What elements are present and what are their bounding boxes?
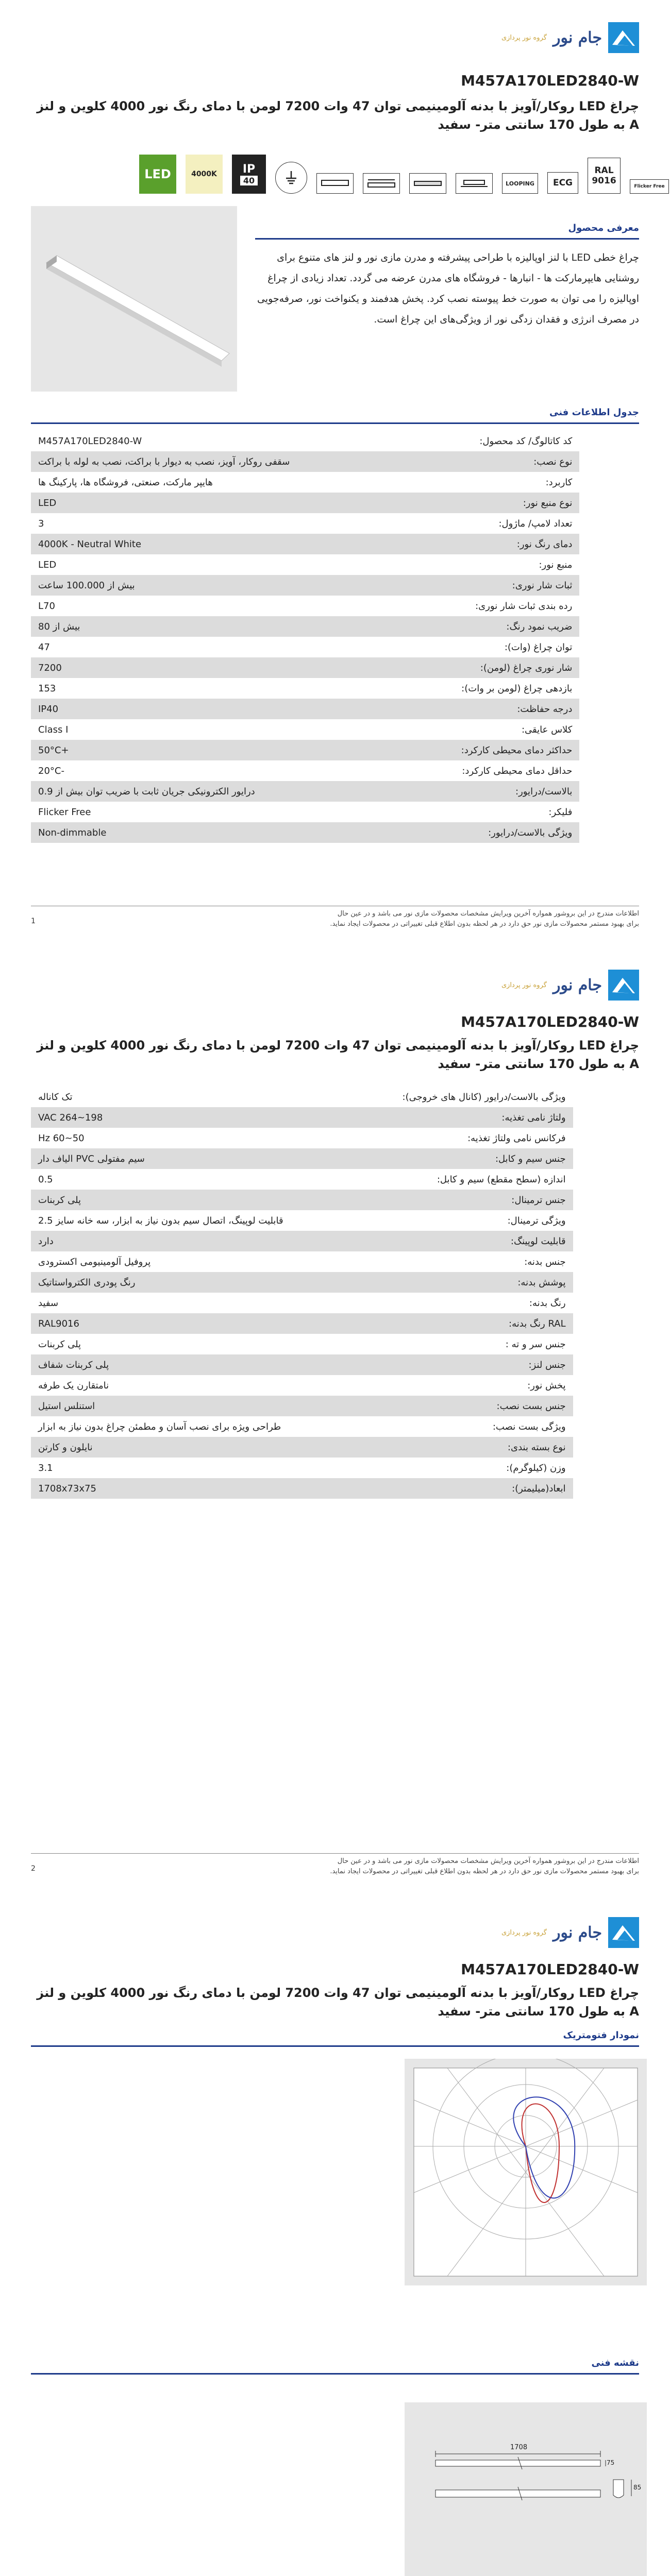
spec-row [31,472,579,493]
spec-value: قابلیت لوپینگ، اتصال سیم بدون نیاز به ابزار، سه خانه سایز 2.5 [38,1215,283,1226]
spec-value: 198~264 VAC [31,1107,291,1128]
spec-label: نوع نصب: [297,451,579,472]
spec-row [31,1107,573,1128]
dimension-heading: نقشه فنی [591,2358,639,2368]
photometric-heading-rule [31,2045,639,2047]
spec-label: فرکانس نامی ولتاژ تغذیه: [467,1132,566,1144]
spec-label: جنس لنز: [291,1354,573,1375]
spec-value: نامتقارن یک طرفه [38,1380,109,1391]
spec-label: قابلیت لوپینگ: [291,1231,573,1251]
spec-row [31,1293,573,1313]
brand-name: جام نور [552,976,602,994]
spec-row [31,554,579,575]
spec-value: سیم مفتولی PVC الیاف دار [31,1148,291,1169]
footer-line-1: اطلاعات مندرج در این بروشور همواره آخرین ویرایش مشخصات محصولات مازی نور می باشد و در عین حال [337,1857,639,1865]
spec-value: تک کاناله [38,1091,73,1103]
spec-row [31,1190,573,1210]
spec-row [31,1313,573,1334]
product-title: چراغ LED روکار/آویز با بدنه آلومینیمی توان 47 وات 7200 لومن با دمای رنگ نور 4000 کلوین و لنز A به طول 170 سانتی متر- سفید [37,1986,639,2019]
flicker-free-badge: Flicker Free [630,179,669,194]
spec-value: -20°C [38,765,64,776]
mount-pipe-icon [456,173,493,194]
spec-label: اندازه (سطح مقطع) سیم و کابل: [437,1174,566,1185]
brand-name: جام نور [552,1923,602,1942]
spec-value: 1708x73x75 [31,1478,291,1499]
page-3 [0,1895,670,2576]
spec-value: IP40 [31,699,297,719]
spec-label: دمای رنگ نور: [297,534,579,554]
spec-value: درایور الکترونیکی جریان ثابت با ضریب توان بیش از 0.9 [31,781,297,802]
brand-tagline: گروه نور پردازی [501,981,547,989]
ip-number: 40 [240,176,258,185]
dimension-heading-rule [31,2373,639,2375]
spec-label: ولتاژ نامی تغذیه: [291,1107,573,1128]
spec-row [31,699,579,719]
spec-label: ویژگی ترمینال: [507,1215,566,1226]
feature-badges [139,155,669,194]
spec-table-2 [31,1087,573,1499]
spec-value: 153 [38,683,56,694]
spec-label: ویژگی بست نصب: [492,1421,566,1432]
spec-row [31,822,579,843]
page-number: 1 [31,917,36,925]
spec-row [31,1478,573,1499]
spec-label: جنس بست نصب: [291,1396,573,1416]
brand-tagline: گروه نور پردازی [501,1928,547,1937]
spec-label: نوع بسته بندی: [291,1437,573,1458]
spec-value: سفید [38,1297,59,1309]
ral-badge [588,158,621,194]
spec-row [31,1272,573,1293]
spec-label: جنس بدنه: [524,1256,566,1267]
spec-row [31,760,579,781]
led-badge: LED [139,155,176,194]
spec-label: کلاس عایقی: [521,724,573,735]
spec-row [31,1231,573,1251]
spec-label: ابعاد(میلیمتر): [291,1478,573,1499]
photometric-diagram [405,2059,647,2285]
ground-icon [275,162,307,194]
spec-row [31,1437,573,1458]
spec-label: شار نوری چراغ (لومن): [297,657,579,678]
spec-value: LED [31,493,297,513]
spec-row [31,802,579,822]
spec-label: توان چراغ (وات): [504,641,573,653]
spec-value: Flicker Free [38,806,91,818]
spec-value: هایپر مارکت، صنعتی، فروشگاه ها، پارکینگ ها [38,477,213,488]
spec-row [31,1169,573,1190]
spec-row [31,493,579,513]
spec-heading-rule [31,422,639,424]
ecg-badge: ECG [547,172,578,194]
spec-row [31,1087,573,1107]
spec-row [31,637,579,657]
spec-row [31,1128,573,1148]
product-title: چراغ LED روکار/آویز با بدنه آلومینیمی توان 47 وات 7200 لومن با دمای رنگ نور 4000 کلوین و لنز A به طول 170 سانتی متر- سفید [37,1038,639,1071]
spec-value: سقفی روکار، آویز، نصب به دیوار با براکت، نصب به لوله با براکت [31,451,297,472]
width-label: 85 [633,2484,642,2491]
brand-header [498,20,639,56]
spec-label: بازدهی چراغ (لومن بر وات): [461,683,573,694]
spec-label: پخش نور: [527,1380,566,1391]
spec-label: منبع نور: [539,559,573,570]
ip-badge [232,155,266,194]
dimension-drawing [405,2402,647,2576]
looping-badge: LOOPING [502,173,538,194]
spec-row [31,616,579,637]
spec-value: پلی کربنات شفاف [31,1354,291,1375]
spec-value: RAL9016 [31,1313,291,1334]
spec-value: 3.1 [38,1462,53,1473]
spec-value: +50°C [31,740,297,760]
spec-value: بیش از 80 [31,616,297,637]
spec-value: دارد [31,1231,291,1251]
spec-row [31,719,579,740]
page-2 [0,947,670,1894]
height-label: 75 [607,2459,615,2466]
spec-value: 50~60 Hz [38,1132,85,1144]
spec-row [31,513,579,534]
spec-row [31,1354,573,1375]
spec-label: جنس سر و ته : [505,1338,566,1350]
spec-label: وزن (کیلوگرم): [506,1462,566,1473]
spec-heading: جدول اطلاعات فنی [549,407,639,418]
ral-number: 9016 [592,176,616,186]
product-code: M457A170LED2840-W [461,72,639,89]
spec-value: پروفیل آلومینیومی اکسترودی [38,1256,151,1267]
brand-tagline: گروه نور پردازی [501,33,547,42]
footer-line-2: برای بهبود مستمر محصولات مازی نور حق دارد در هر لحظه بدون اطلاع قبلی تغییراتی در محصولات ایجاد نماید. [330,1868,639,1875]
footer-line-1: اطلاعات مندرج در این بروشور همواره آخرین ویرایش مشخصات محصولات مازی نور می باشد و در عین حال [337,910,639,918]
spec-label: جنس سیم و کابل: [291,1148,573,1169]
page-number: 2 [31,1865,36,1873]
spec-value: Non-dimmable [31,822,297,843]
spec-label: RAL رنگ بدنه: [291,1313,573,1334]
spec-label: ویژگی بالاست/درایور (کانال های خروجی): [402,1091,566,1103]
product-code: M457A170LED2840-W [461,1961,639,1978]
brand-name: جام نور [552,28,602,47]
ral-label: RAL [594,165,614,176]
spec-value: Class I [38,724,69,735]
spec-label: پوشش بدنه: [291,1272,573,1293]
intro-heading-rule [255,238,639,240]
spec-value: رنگ پودری الکترواستاتیک [31,1272,291,1293]
spec-value: طراحی ویژه برای نصب آسان و مطمئن چراغ بدون نیاز به ابزار [38,1421,281,1432]
spec-row [31,431,579,451]
spec-label: بالاست/درایور: [297,781,579,802]
intro-heading: معرفی محصول [568,223,639,233]
mount-wall-icon [409,173,446,194]
spec-row [31,1375,573,1396]
length-label: 1708 [510,2444,528,2451]
spec-row [31,781,579,802]
spec-row [31,678,579,699]
product-code: M457A170LED2840-W [461,1013,639,1030]
spec-table-1 [31,431,579,843]
spec-value: M457A170LED2840-W [38,435,142,447]
photometric-heading: نمودار فتومتریک [563,2030,639,2041]
spec-row [31,657,579,678]
spec-value: پلی کربنات [31,1190,291,1210]
spec-value: پلی کربنات [38,1338,81,1350]
cct-badge: 4000K [186,155,223,194]
spec-value: 3 [38,518,44,529]
mount-suspended-icon [363,173,400,194]
brand-logo-icon [608,970,639,1001]
spec-row [31,575,579,596]
product-photo [31,206,237,392]
spec-row [31,1251,573,1272]
footer-note [31,1856,639,1877]
spec-row [31,1396,573,1416]
spec-row [31,1416,573,1437]
brand-logo-icon [608,22,639,53]
spec-label: نوع منبع نور: [297,493,579,513]
footer-line-2: برای بهبود مستمر محصولات مازی نور حق دارد در هر لحظه بدون اطلاع قبلی تغییراتی در محصولات ایجاد نماید. [330,920,639,928]
spec-label: جنس ترمینال: [291,1190,573,1210]
spec-label: کاربرد: [545,477,573,488]
spec-label: فلیکر: [548,806,573,818]
spec-label: رنگ بدنه: [529,1297,566,1309]
spec-label: ضریب نمود رنگ: [297,616,579,637]
spec-value: 0.5 [38,1174,53,1185]
footer-note [31,909,639,929]
brand-header [498,1914,639,1951]
mount-surface-icon [316,173,354,194]
spec-value: 4000K - Neutral White [31,534,297,554]
spec-label: ویژگی بالاست/درایور: [297,822,579,843]
spec-value: بیش از 100.000 ساعت [31,575,297,596]
product-title: چراغ LED روکار/آویز با بدنه آلومینیمی توان 47 وات 7200 لومن با دمای رنگ نور 4000 کلوین و لنز A به طول 170 سانتی متر- سفید [37,99,639,132]
spec-row [31,451,579,472]
spec-label: تعداد لامپ/ ماژول: [498,518,573,529]
spec-label: رده بندی ثبات شار نوری: [475,600,573,612]
intro-text: چراغ خطی LED با لنز اوپالیزه با طراحی پیشرفته و مدرن مازی نور و لنز های متنوع برای روشنایی هایپرمارکت ها - انبارها - فروشگاه های مدرن عرضه می گردد. تعداد زیادی از چراغ اوپالیزه را می توان به صورت خط پیوسته نصب کرد. پخش هدفمند و یکنواخت نور، صرفه‌جویی در مصرف انرژی و فقدان زدگی نور از ویژگی‌های این چراغ است. [257,252,639,325]
spec-label: کد کاتالوگ/ کد محصول: [479,435,573,447]
brand-header [498,967,639,1003]
ip-label: IP [242,163,256,176]
spec-value: استنلس استیل [31,1396,291,1416]
footer-rule [31,1853,639,1854]
spec-label: درجه حفاظت: [297,699,579,719]
spec-value: نایلون و کارتن [31,1437,291,1458]
spec-value: LED [38,559,57,570]
spec-row [31,1334,573,1354]
spec-label: حداکثر دمای محیطی کارکرد: [297,740,579,760]
spec-row [31,534,579,554]
spec-label: ثبات شار نوری: [297,575,579,596]
spec-value: L70 [38,600,55,612]
spec-label: حداقل دمای محیطی کارکرد: [462,765,573,776]
spec-row [31,740,579,760]
spec-row [31,1458,573,1478]
spec-row [31,1148,573,1169]
spec-row [31,596,579,616]
spec-row [31,1210,573,1231]
page-1 [0,0,670,947]
spec-value: 47 [38,641,50,653]
brand-logo-icon [608,1917,639,1948]
spec-value: 7200 [31,657,297,678]
